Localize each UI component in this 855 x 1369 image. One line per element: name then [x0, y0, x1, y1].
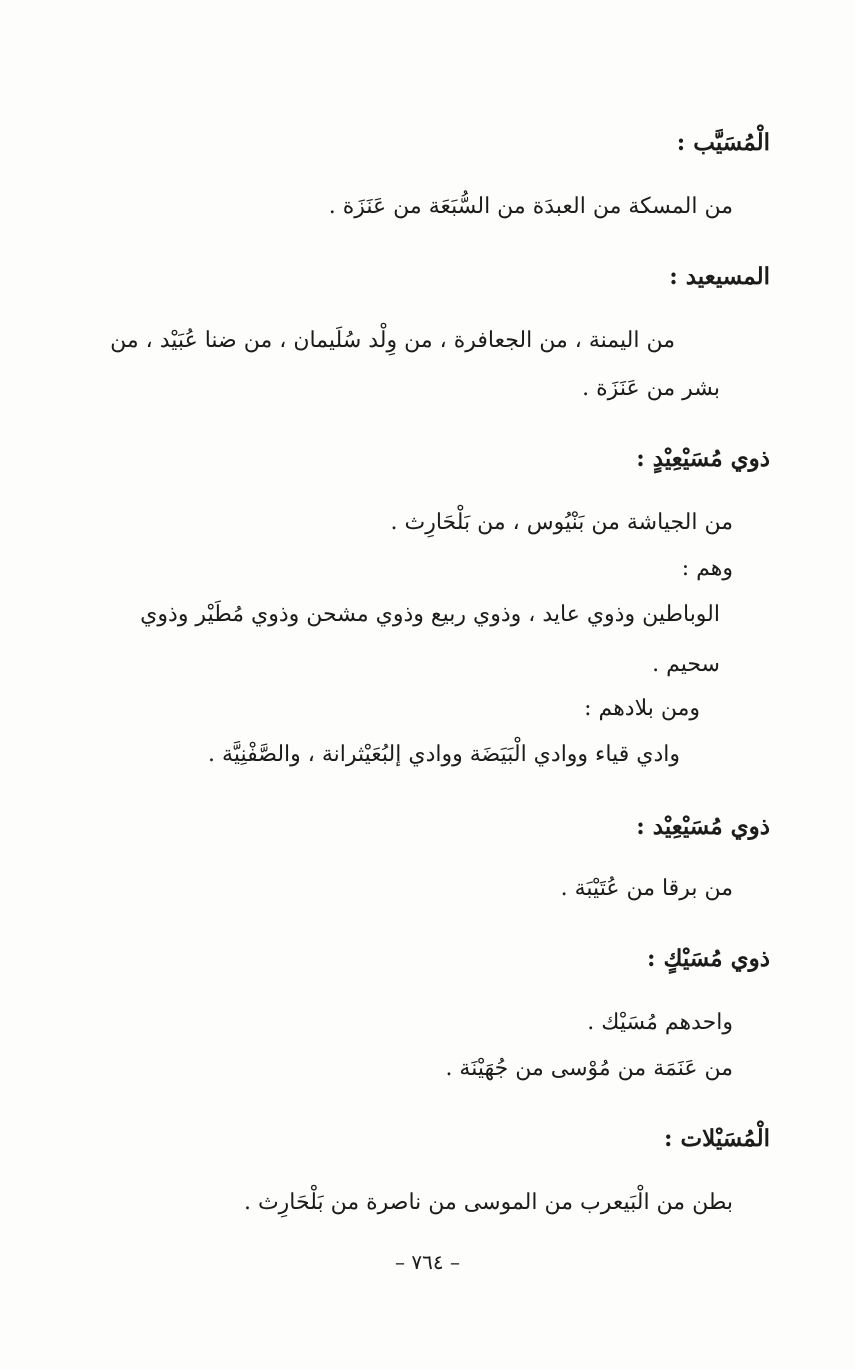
entry-text-line: ومن بلادهم : — [584, 696, 700, 721]
entry-text-line: الوباطين وذوي عايد ، وذوي ربيع وذوي مشحن وذوي مُطَيْر وذوي — [140, 602, 720, 627]
entry-text-line: واحدهم مُسَيْك . — [587, 1010, 733, 1035]
page-number: – ٧٦٤ – — [395, 1250, 460, 1274]
entry-heading: ذوي مُسَيْعِيْدٍ : — [636, 445, 770, 472]
entry-text-line: من اليمنة ، من الجعافرة ، من وِلْد سُلَيمان ، من ضنا عُبَيْد ، من — [110, 328, 675, 353]
entry-text-line: بشر من عَنَزَة . — [582, 376, 720, 401]
entry-heading: الْمُسَيَّب : — [676, 129, 770, 156]
entry-text-line: من الجياشة من بَنْيُوس ، من بَلْحَارِث . — [390, 510, 733, 535]
entry-text-line: وهم : — [681, 556, 733, 581]
entry-heading: ذوي مُسَيْكٍ : — [646, 945, 770, 972]
entry-text-line: سحيم . — [652, 652, 720, 677]
entry-text-line: وادي قياء ووادي الْبَيَضَة ووادي إلبُعَيْثرانة ، والصَّفْنِيَّة . — [208, 742, 680, 767]
entry-text-line: من المسكة من العبدَة من السُّبَعَة من عَنَزَة . — [328, 194, 733, 219]
entry-heading: ذوي مُسَيْعِيْد : — [636, 813, 770, 840]
entry-heading: المسيعيد : — [669, 263, 770, 290]
entry-text-line: بطن من الْبَيعرب من الموسى من ناصرة من بَلْحَارِث . — [243, 1190, 733, 1215]
entry-text-line: من برقا من عُتَيْبَة . — [560, 876, 733, 901]
entry-text-line: من عَنَمَة من مُوْسى من جُهَيْنَة . — [445, 1056, 733, 1081]
entry-heading: الْمُسَيْلات : — [663, 1125, 770, 1152]
